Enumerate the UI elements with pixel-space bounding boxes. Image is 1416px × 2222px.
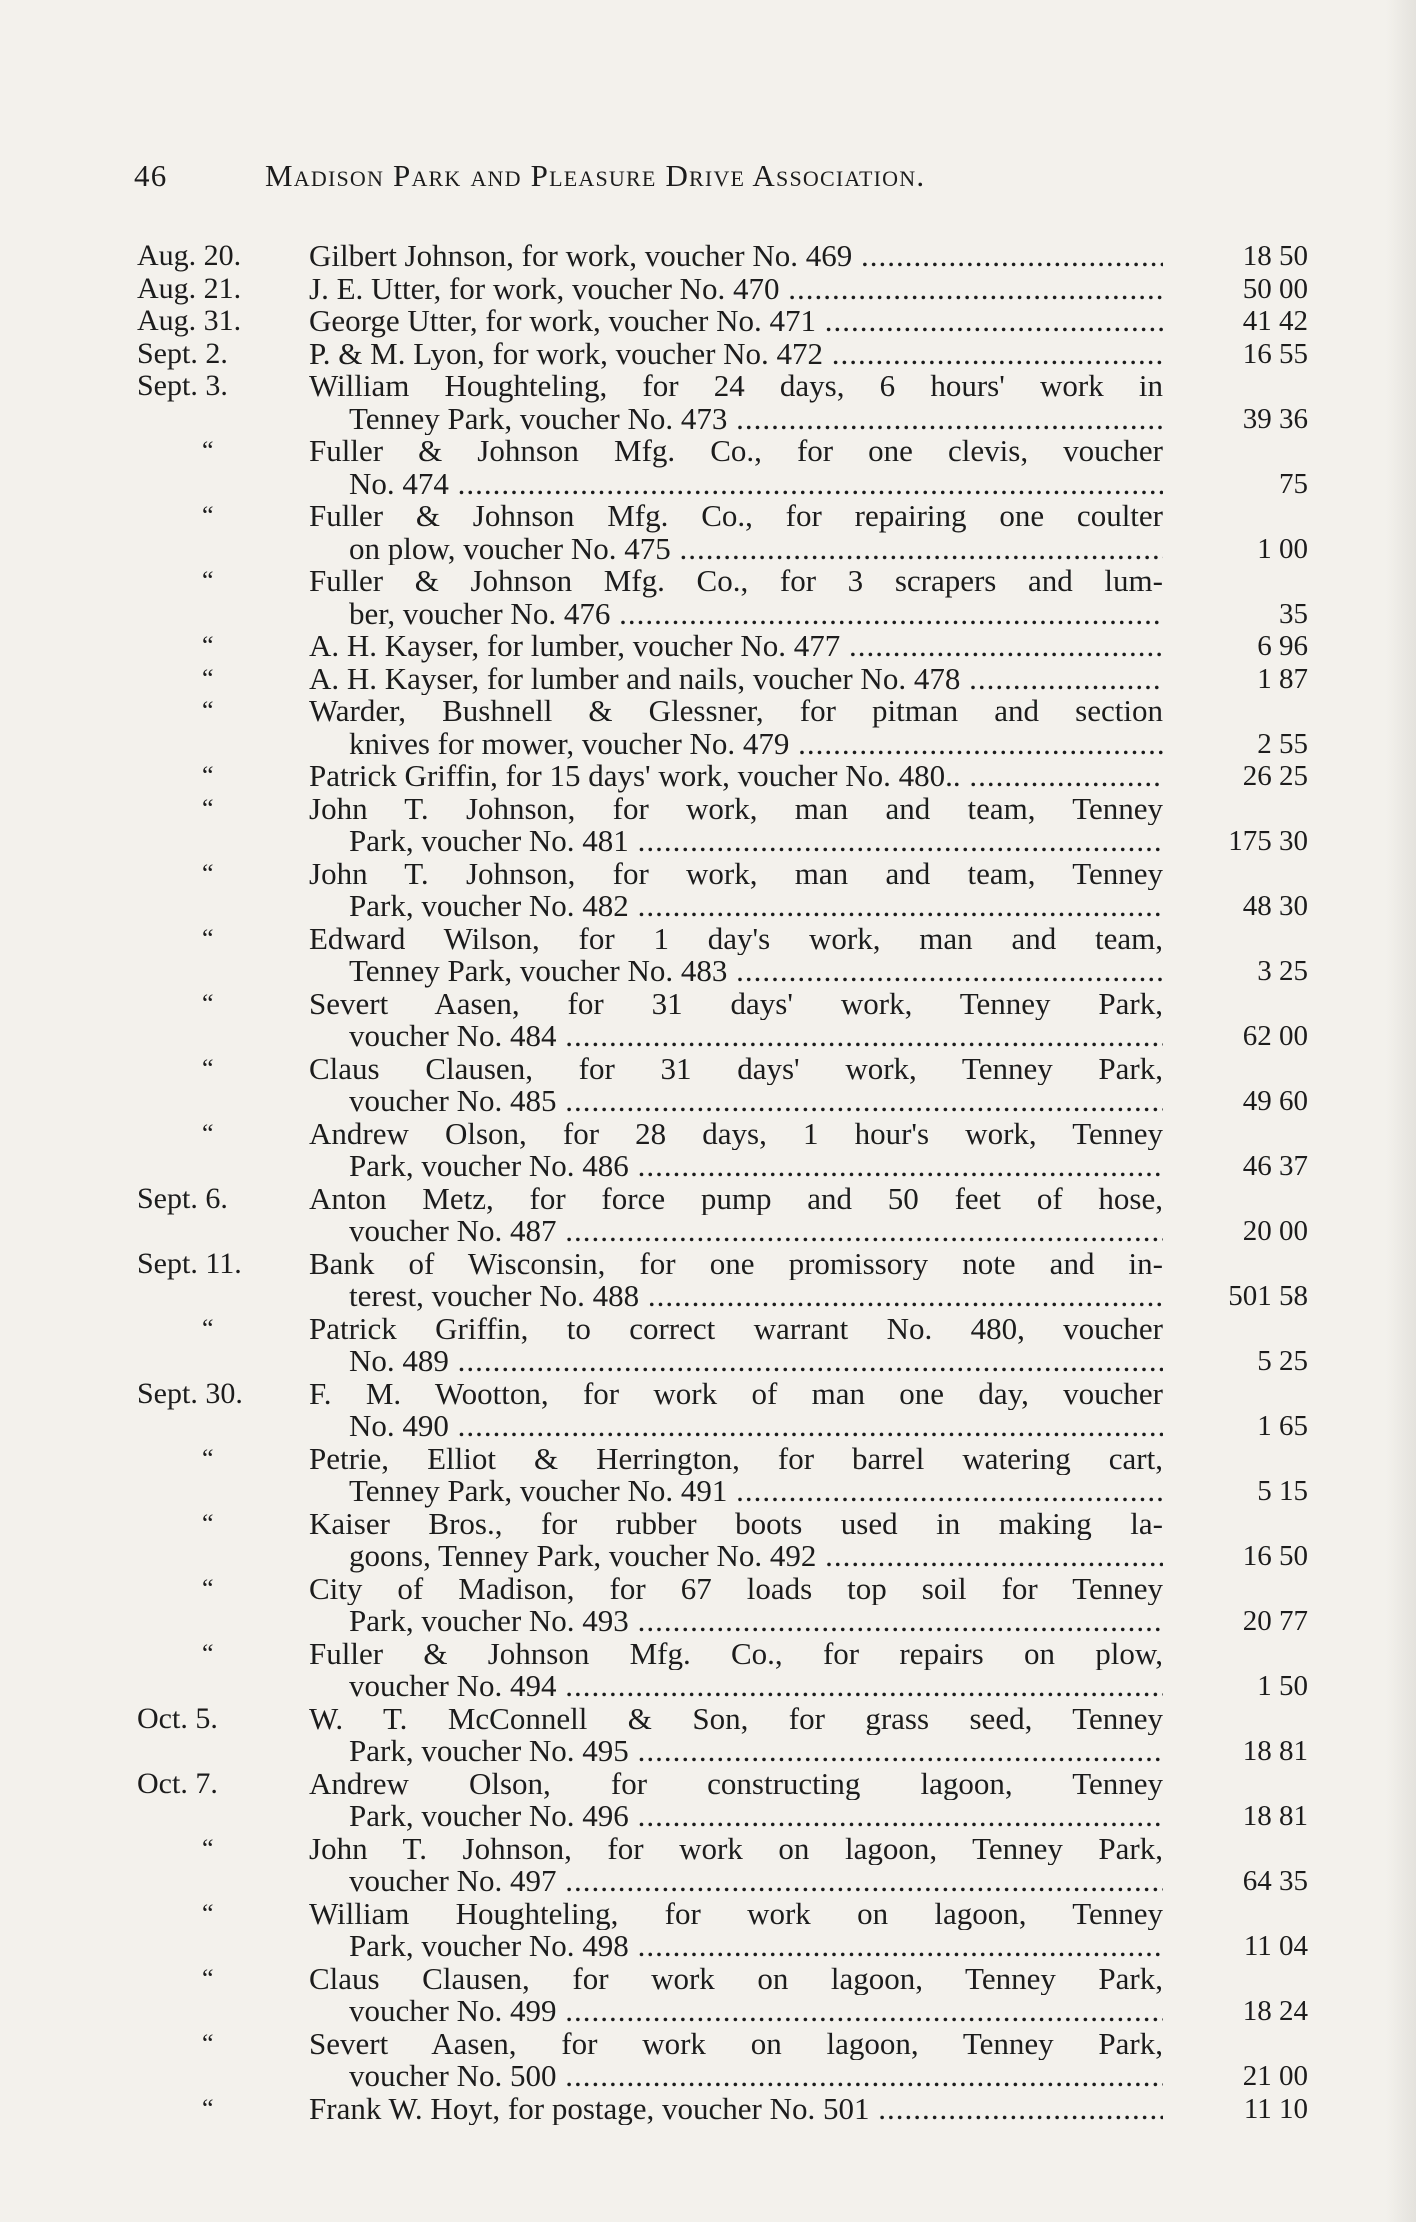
description-line: Anton Metz, for force pump and 50 feet of hose,: [309, 1182, 1163, 1215]
entry-amount: 1 00: [1257, 532, 1308, 565]
ditto-mark: “: [202, 1638, 214, 1668]
entry-amount: 48 30: [1242, 890, 1308, 922]
ledger-entry: [0, 663, 1416, 696]
description-line: Severt Aasen, for 31 days' work, Tenney Park,: [309, 987, 1163, 1020]
entry-amount: 175 30: [1228, 825, 1308, 857]
ledger-entry: [0, 1833, 1416, 1898]
ledger-entry: [0, 338, 1416, 371]
ditto-mark: “: [202, 988, 214, 1018]
ledger-entry: [0, 1118, 1416, 1183]
entry-description: [309, 1963, 1163, 2028]
description-line: A. H. Kayser, for lumber, voucher No. 477 .....: [309, 630, 1163, 663]
ledger-entry: [0, 1768, 1416, 1833]
description-line: No. 489 .....: [309, 1345, 1163, 1378]
entry-description: [309, 2028, 1163, 2093]
description-line: knives for mower, voucher No. 479 .....: [309, 728, 1163, 761]
entry-description: [309, 1833, 1163, 1898]
entry-description: [309, 1378, 1163, 1443]
entry-date: Aug. 31.: [137, 304, 242, 337]
ledger-entry: [0, 1963, 1416, 2028]
description-line: W. T. McConnell & Son, for grass seed, Tenney: [309, 1702, 1163, 1735]
description-line: Andrew Olson, for 28 days, 1 hour's work, Tenney: [309, 1117, 1163, 1150]
description-line: Park, voucher No. 496 .....: [309, 1800, 1163, 1833]
ledger-entry: [0, 565, 1416, 630]
description-line: on plow, voucher No. 475 .....: [309, 533, 1163, 566]
ditto-mark: “: [202, 663, 214, 693]
entry-amount: 75: [1279, 467, 1308, 500]
description-line: voucher No. 485 .....: [309, 1085, 1163, 1118]
ledger-entry: [0, 1898, 1416, 1963]
ledger-entry: [0, 1378, 1416, 1443]
ditto-mark: “: [202, 858, 214, 888]
description-line: Severt Aasen, for work on lagoon, Tenney Park,: [309, 2027, 1163, 2060]
ledger-entry: [0, 1443, 1416, 1508]
description-line: terest, voucher No. 488 .....: [309, 1280, 1163, 1313]
ledger-entry: [0, 273, 1416, 306]
entry-date: Aug. 21.: [137, 271, 242, 305]
page-header: [134, 158, 1194, 202]
description-line: No. 474 .....: [309, 468, 1163, 501]
ditto-mark: “: [202, 1313, 214, 1343]
entry-description: [309, 240, 1163, 273]
entry-description: [309, 1768, 1163, 1833]
description-line: Frank W. Hoyt, for postage, voucher No. 501 .....: [309, 2093, 1163, 2126]
ledger-entry: [0, 1313, 1416, 1378]
description-line: Gilbert Johnson, for work, voucher No. 469 .....: [309, 240, 1163, 273]
entry-description: [309, 1443, 1163, 1508]
entry-description: [309, 1508, 1163, 1573]
ledger-entry: [0, 1248, 1416, 1313]
ledger-entry: [0, 793, 1416, 858]
entry-amount: 18 50: [1242, 240, 1308, 272]
description-line: City of Madison, for 67 loads top soil for Tenney: [309, 1572, 1163, 1605]
entry-amount: 62 00: [1242, 1020, 1308, 1052]
ledger-entry: [0, 2093, 1416, 2126]
entry-amount: 49 60: [1242, 1085, 1308, 1117]
entry-description: [309, 1248, 1163, 1313]
voucher-list: [0, 240, 1416, 2125]
entry-amount: 11 04: [1243, 1930, 1308, 1962]
page-title: Madison Park and Pleasure Drive Association.: [265, 158, 926, 193]
entry-amount: 16 50: [1242, 1540, 1308, 1572]
description-line: Bank of Wisconsin, for one promissory note and in-: [309, 1247, 1163, 1280]
ditto-mark: “: [202, 923, 214, 953]
ditto-mark: “: [202, 1963, 214, 1993]
entry-amount: 35: [1279, 597, 1308, 630]
description-line: John T. Johnson, for work on lagoon, Tenney Park,: [309, 1832, 1163, 1865]
entry-date: Aug. 20.: [137, 239, 242, 272]
ledger-entry: [0, 1573, 1416, 1638]
ditto-mark: “: [202, 1508, 214, 1538]
ditto-mark: “: [202, 1118, 214, 1148]
entry-amount: 5 25: [1257, 1345, 1308, 1377]
entry-amount: 26 25: [1242, 760, 1308, 792]
entry-date: Sept. 6.: [137, 1181, 228, 1215]
description-line: Fuller & Johnson Mfg. Co., for 3 scrapers and lum-: [309, 565, 1163, 598]
description-line: P. & M. Lyon, for work, voucher No. 472 .....: [309, 338, 1163, 371]
entry-amount: 21 00: [1242, 2060, 1308, 2092]
entry-description: [309, 793, 1163, 858]
description-line: John T. Johnson, for work, man and team, Tenney: [309, 857, 1163, 890]
entry-description: [309, 1118, 1163, 1183]
entry-description: [309, 500, 1163, 565]
description-line: George Utter, for work, voucher No. 471 .....: [309, 305, 1163, 338]
ditto-mark: “: [202, 1898, 214, 1928]
entry-amount: 1 87: [1257, 662, 1308, 695]
ditto-mark: “: [202, 501, 214, 530]
entry-description: [309, 1638, 1163, 1703]
ditto-mark: “: [202, 1573, 214, 1603]
entry-amount: 18 81: [1242, 1800, 1308, 1832]
description-line: Fuller & Johnson Mfg. Co., for repairing one coulter: [309, 500, 1163, 533]
description-line: Park, voucher No. 481 .....: [309, 825, 1163, 858]
ledger-entry: [0, 500, 1416, 565]
entry-amount: 6 96: [1257, 630, 1308, 662]
ledger-entry: [0, 760, 1416, 793]
entry-description: [309, 1183, 1163, 1248]
description-line: voucher No. 484 .....: [309, 1020, 1163, 1053]
entry-description: [309, 630, 1163, 663]
ledger-entry: [0, 1508, 1416, 1573]
ditto-mark: “: [202, 2093, 214, 2123]
description-line: ber, voucher No. 476 .....: [309, 598, 1163, 631]
description-line: Tenney Park, voucher No. 473 .....: [309, 403, 1163, 436]
entry-amount: 5 15: [1257, 1475, 1308, 1507]
entry-date: Sept. 2.: [137, 336, 228, 370]
description-line: Park, voucher No. 486 .....: [309, 1150, 1163, 1183]
entry-date: Sept. 3.: [137, 369, 228, 402]
entry-description: [309, 760, 1163, 793]
description-line: F. M. Wootton, for work of man one day, voucher: [309, 1377, 1163, 1410]
description-line: Kaiser Bros., for rubber boots used in making la-: [309, 1507, 1163, 1540]
description-line: A. H. Kayser, for lumber and nails, voucher No. 478 .....: [309, 663, 1163, 696]
description-line: Fuller & Johnson Mfg. Co., for repairs on plow,: [309, 1637, 1163, 1670]
description-line: Park, voucher No. 493 .....: [309, 1605, 1163, 1638]
description-line: voucher No. 497 .....: [309, 1865, 1163, 1898]
description-line: Claus Clausen, for 31 days' work, Tenney Park,: [309, 1052, 1163, 1085]
ditto-mark: “: [202, 436, 214, 465]
page-number: 46: [134, 158, 168, 193]
entry-description: [309, 370, 1163, 435]
description-line: voucher No. 499 .....: [309, 1995, 1163, 2028]
entry-description: [309, 858, 1163, 923]
ledger-entry: [0, 630, 1416, 663]
entry-amount: 39 36: [1242, 402, 1308, 435]
entry-amount: 18 24: [1242, 1995, 1308, 2027]
ditto-mark: “: [202, 2028, 214, 2058]
ledger-entry: [0, 1638, 1416, 1703]
entry-description: [309, 565, 1163, 630]
description-line: Claus Clausen, for work on lagoon, Tenney Park,: [309, 1962, 1163, 1995]
description-line: voucher No. 500 .....: [309, 2060, 1163, 2093]
description-line: Park, voucher No. 482 .....: [309, 890, 1163, 923]
entry-description: [309, 1313, 1163, 1378]
entry-amount: 46 37: [1242, 1150, 1308, 1182]
entry-date: Oct. 5.: [137, 1701, 218, 1735]
entry-description: [309, 305, 1163, 338]
description-line: No. 490 .....: [309, 1410, 1163, 1443]
entry-description: [309, 273, 1163, 306]
description-line: Andrew Olson, for constructing lagoon, Tenney: [309, 1767, 1163, 1800]
ditto-mark: “: [202, 631, 214, 660]
description-line: Edward Wilson, for 1 day's work, man and team,: [309, 922, 1163, 955]
description-line: John T. Johnson, for work, man and team, Tenney: [309, 792, 1163, 825]
entry-description: [309, 663, 1163, 696]
ledger-entry: [0, 695, 1416, 760]
entry-description: [309, 1053, 1163, 1118]
entry-date: Sept. 11.: [137, 1246, 242, 1280]
entry-description: [309, 338, 1163, 371]
ditto-mark: “: [202, 696, 214, 725]
ledger-entry: [0, 1183, 1416, 1248]
description-line: Tenney Park, voucher No. 491 .....: [309, 1475, 1163, 1508]
ditto-mark: “: [202, 1053, 214, 1083]
ditto-mark: “: [202, 793, 214, 823]
ditto-mark: “: [202, 761, 214, 790]
ledger-entry: [0, 1703, 1416, 1768]
description-line: William Houghteling, for work on lagoon, Tenney: [309, 1897, 1163, 1930]
entry-description: [309, 988, 1163, 1053]
description-line: Warder, Bushnell & Glessner, for pitman and section: [309, 695, 1163, 728]
entry-amount: 20 77: [1242, 1605, 1308, 1637]
ledger-entry: [0, 858, 1416, 923]
entry-description: [309, 2093, 1163, 2126]
ledger-entry: [0, 2028, 1416, 2093]
ledger-entry: [0, 370, 1416, 435]
entry-amount: 1 65: [1257, 1410, 1308, 1442]
description-line: J. E. Utter, for work, voucher No. 470 .....: [309, 273, 1163, 306]
entry-description: [309, 1898, 1163, 1963]
description-line: voucher No. 494 .....: [309, 1670, 1163, 1703]
ditto-mark: “: [202, 1443, 214, 1473]
ledger-entry: [0, 435, 1416, 500]
entry-date: Oct. 7.: [137, 1766, 218, 1800]
ledger-entry: [0, 988, 1416, 1053]
ledger-entry: [0, 240, 1416, 273]
entry-description: [309, 435, 1163, 500]
description-line: Fuller & Johnson Mfg. Co., for one clevis, voucher: [309, 435, 1163, 468]
entry-amount: 2 55: [1257, 727, 1308, 760]
description-line: Park, voucher No. 495 .....: [309, 1735, 1163, 1768]
description-line: goons, Tenney Park, voucher No. 492 .....: [309, 1540, 1163, 1573]
ditto-mark: “: [202, 566, 214, 595]
ledger-entry: [0, 305, 1416, 338]
description-line: Tenney Park, voucher No. 483 .....: [309, 955, 1163, 988]
entry-description: [309, 923, 1163, 988]
ledger-entry: [0, 1053, 1416, 1118]
entry-description: [309, 1573, 1163, 1638]
entry-amount: 501 58: [1228, 1280, 1308, 1312]
entry-amount: 64 35: [1242, 1865, 1308, 1897]
description-line: Patrick Griffin, to correct warrant No. 480, voucher: [309, 1312, 1163, 1345]
entry-amount: 11 10: [1243, 2092, 1308, 2125]
entry-amount: 16 55: [1242, 337, 1308, 370]
description-line: William Houghteling, for 24 days, 6 hours' work in: [309, 370, 1163, 403]
entry-amount: 50 00: [1242, 272, 1308, 305]
entry-description: [309, 1703, 1163, 1768]
entry-description: [309, 695, 1163, 760]
description-line: Petrie, Elliot & Herrington, for barrel watering cart,: [309, 1442, 1163, 1475]
ditto-mark: “: [202, 1833, 214, 1863]
entry-amount: 3 25: [1257, 955, 1308, 987]
entry-amount: 1 50: [1257, 1670, 1308, 1702]
description-line: Park, voucher No. 498 .....: [309, 1930, 1163, 1963]
entry-amount: 18 81: [1242, 1735, 1308, 1767]
entry-amount: 41 42: [1242, 305, 1308, 337]
entry-amount: 20 00: [1242, 1215, 1308, 1247]
entry-date: Sept. 30.: [137, 1376, 243, 1410]
description-line: voucher No. 487 .....: [309, 1215, 1163, 1248]
description-line: Patrick Griffin, for 15 days' work, voucher No. 480.. .....: [309, 760, 1163, 793]
ledger-entry: [0, 923, 1416, 988]
